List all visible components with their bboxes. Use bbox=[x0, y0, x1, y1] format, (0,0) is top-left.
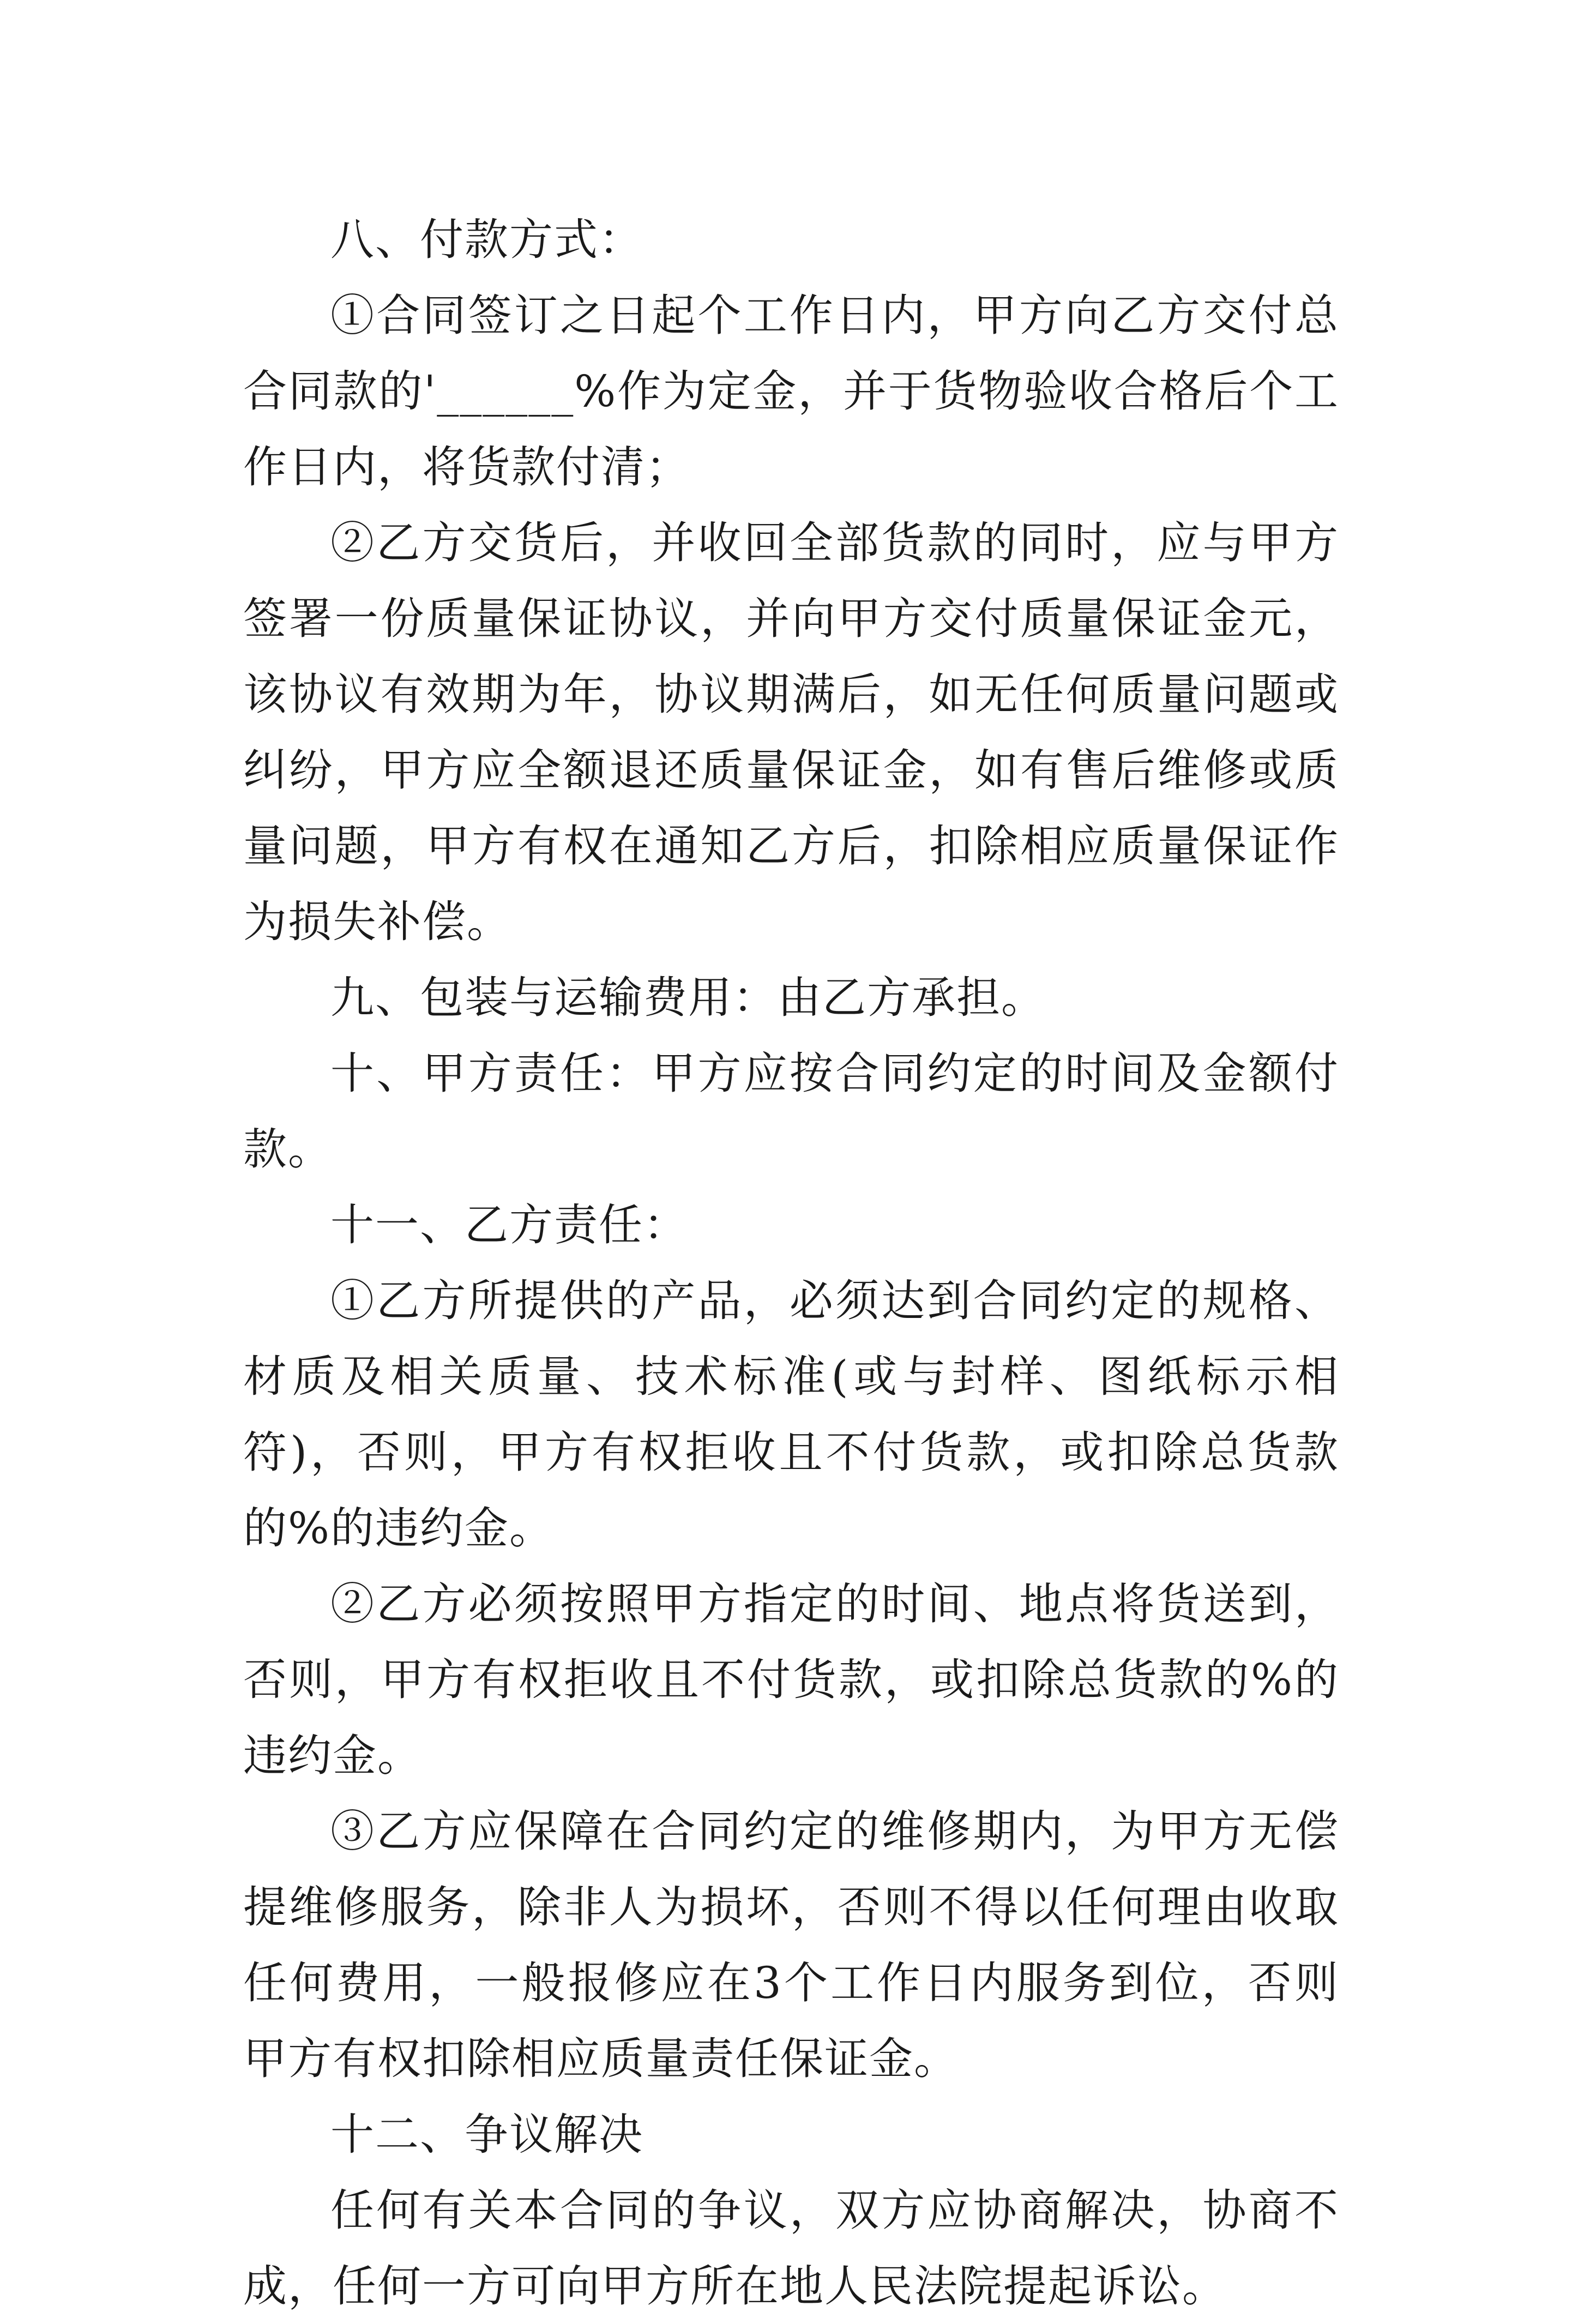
section-heading-party-a: 十、甲方责任：甲方应按合同约定的时间及金额付款。 bbox=[243, 1048, 1339, 1175]
paragraph-party-b-2: ②乙方必须按照甲方指定的时间、地点将货送到，否则，甲方有权拒收且不付货款，或扣除总货款的%的违约金。 bbox=[243, 1579, 1339, 1781]
paragraph-dispute: 任何有关本合同的争议，双方应协商解决，协商不成，任何一方可向甲方所在地人民法院提起诉讼。 bbox=[243, 2185, 1339, 2311]
section-heading-payment: 八、付款方式： bbox=[330, 214, 643, 265]
paragraph-party-b-1: ①乙方所提供的产品，必须达到合同约定的规格、材质及相关质量、技术标准(或与封样、图纸标示相符)，否则，甲方有权拒收且不付货款，或扣除总货款的%的违约金。 bbox=[243, 1275, 1339, 1554]
section-heading-party-b: 十一、乙方责任： bbox=[330, 1200, 688, 1250]
paragraph-party-b-3: ③乙方应保障在合同约定的维修期内，为甲方无偿提维修服务，除非人为损坏，否则不得以任何理由收取任何费用，一般报修应在3个工作日内服务到位，否则甲方有权扣除相应质量责任保证金。 bbox=[243, 1806, 1339, 2084]
section-heading-dispute: 十二、争议解决 bbox=[330, 2109, 643, 2160]
document-body bbox=[243, 202, 1339, 2324]
paragraph-payment-2: ②乙方交货后，并收回全部货款的同时，应与甲方签署一份质量保证协议，并向甲方交付质量保证金元，该协议有效期为年，协议期满后，如无任何质量问题或纠纷，甲方应全额退还质量保证金，如有售后维修或质量问题，甲方有权在通知乙方后，扣除相应质量保证作为损失补偿。 bbox=[243, 517, 1339, 947]
paragraph-payment-1: ①合同签订之日起个工作日内，甲方向乙方交付总合同款的'______%作为定金，并于货物验收合格后个工作日内，将货款付清； bbox=[243, 290, 1339, 492]
section-heading-packaging: 九、包装与运输费用：由乙方承担。 bbox=[330, 972, 1046, 1023]
